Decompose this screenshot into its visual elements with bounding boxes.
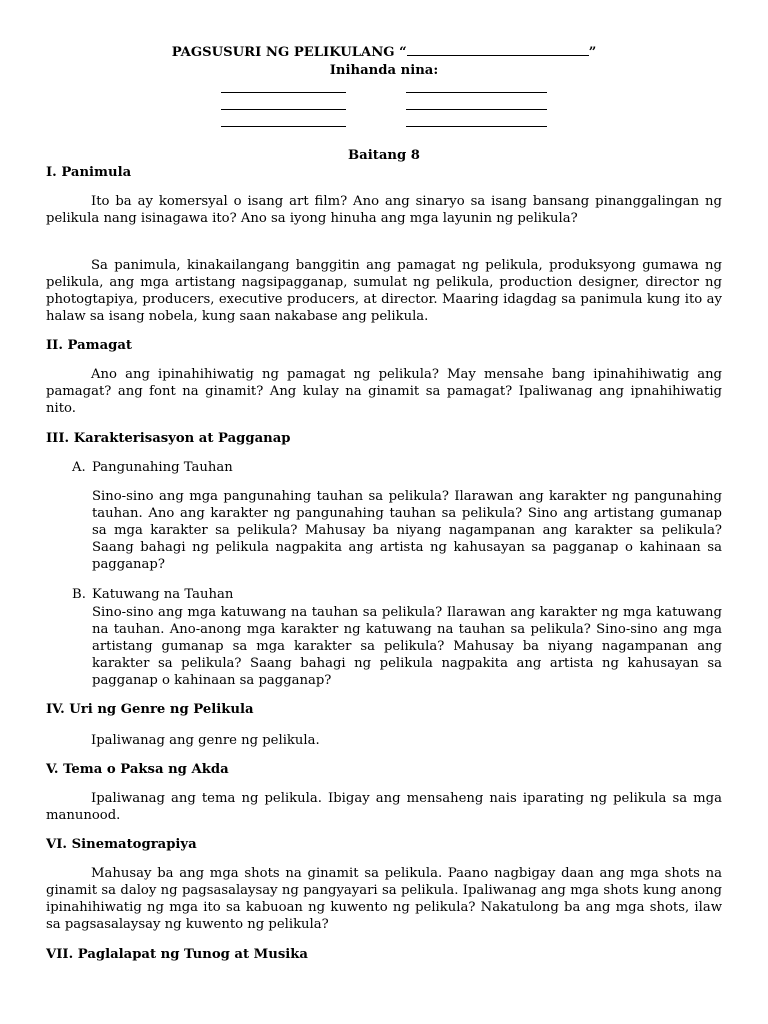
document-title [0,44,768,60]
title-suffix: ” [588,45,597,60]
name-blank-3 [221,109,346,110]
section-heading: IV. Uri ng Genre ng Pelikula [46,702,254,717]
prepared-by-label: Inihanda nina: [329,63,439,78]
paragraph: Ito ba ay komersyal o isang art film? Ano ang sinaryo sa isang bansang pinanggalingan ng pelikula nang isinagawa ito? Ano sa iyong hinuha ang mga layunin ng pelikula? [46,194,722,226]
paragraph: Sa panimula, kinakailangang banggitin ang pamagat ng pelikula, produksyong gumawa ng pelikula, ang mga artistang nagsipagganap, sumulat ng pelikula, production designer, director ng photogtapiya, producers, executive producers, at director. Maaring idagdag sa panimula kung ito ay halaw sa isang nobela, kung saan nakabase ang pelikula. [46,258,722,324]
name-blank-6 [406,126,547,127]
title-prefix: PAGSUSURI NG PELIKULANG “ [171,45,407,60]
paragraph: Ipaliwanag ang genre ng pelikula. [91,733,320,748]
subsection-title: Pangunahing Tauhan [92,460,233,475]
name-blank-2 [406,92,547,93]
section-heading: VI. Sinematograpiya [46,837,197,852]
paragraph: Mahusay ba ang mga shots na ginamit sa pelikula. Paano nagbigay daan ang mga shots na ginamit sa daloy ng pagsasalaysay ng pangyayari sa pelikula. Ipaliwanag ang mga shots kung anong ipinahihiwatig ng mga ito sa kabuoan ng kuwento ng pelikula? Nakatulong ba ang mga shots, ilaw sa pagsasalaysay ng kuwento ng pelikula? [46,866,722,932]
name-blank-5 [221,126,346,127]
subsection-letter: A. [72,460,86,475]
paragraph: Ano ang ipinahihiwatig ng pamagat ng pelikula? May mensahe bang ipinahihiwatig ang pamagat? ang font na ginamit? Ang kulay na ginamit sa pamagat? Ipaliwanag ang ipnahihiwatig nito. [46,367,722,416]
subsection-title: Katuwang na Tauhan [92,587,234,602]
subsection-letter: B. [72,587,86,602]
subsection-paragraph: Sino-sino ang mga katuwang na tauhan sa pelikula? Ilarawan ang karakter ng mga katuwang na tauhan. Ano-anong mga karakter ng katuwang na tauhan sa pelikula? Sino-sino ang mga artistang gumanap sa mga karakter sa pelikula? Mahusay ba niyang nagampanan ang karakter sa pelikula? Saang bahagi ng pelikula nagpakita ang artista ng kahusayan sa pagganap o kahinaan sa pagganap? [92,605,722,688]
section-heading: VII. Paglalapat ng Tunog at Musika [46,947,308,962]
grade-label: Baitang 8 [348,148,420,163]
paragraph: Ipaliwanag ang tema ng pelikula. Ibigay ang mensaheng nais iparating ng pelikula sa mga manunood. [46,791,722,823]
section-heading: III. Karakterisasyon at Pagganap [46,431,291,446]
subsection-paragraph: Sino-sino ang mga pangunahing tauhan sa pelikula? Ilarawan ang karakter ng pangunahing tauhan. Ano ang karakter ng pangunahing tauhan sa pelikula? Sino ang artistang gumanap sa mga karakter sa pelikula? Mahusay ba niyang nagampanan ang karakter sa pelikula? Saang bahagi ng pelikula nagpakita ang artista ng kahusayan sa pagganap o kahinaan sa pagganap? [92,489,722,572]
name-blank-1 [221,92,346,93]
section-heading: V. Tema o Paksa ng Akda [46,762,229,777]
film-title-blank [407,44,589,56]
section-heading: II. Pamagat [46,338,132,353]
section-heading: I. Panimula [46,165,132,180]
name-blank-4 [406,109,547,110]
